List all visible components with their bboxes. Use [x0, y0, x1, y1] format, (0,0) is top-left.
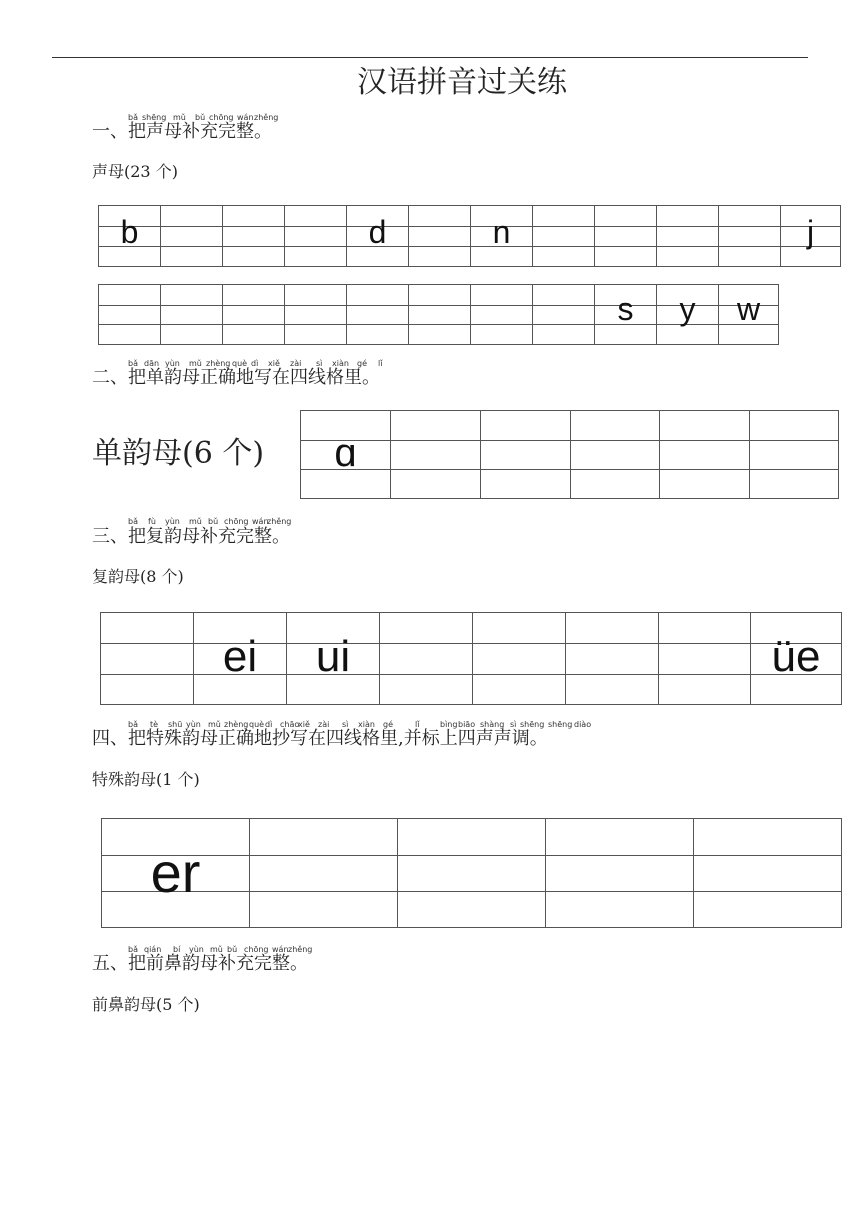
special-final-cell — [694, 819, 842, 927]
initials-cell — [347, 206, 409, 266]
question-2-text: 二、把单韵母正确地写在四线格里。 — [92, 367, 380, 388]
special-final-cell — [250, 819, 398, 927]
pinyin-syllable: xiě — [298, 720, 310, 729]
grid-line — [409, 324, 470, 325]
grid-line — [250, 855, 397, 856]
initials-cell — [471, 206, 533, 266]
grid-line — [161, 305, 222, 306]
grid-line — [250, 891, 397, 892]
pinyin-letter: n — [492, 214, 511, 250]
question-1-text: 一、把声母补充完整。 — [92, 121, 272, 142]
pinyin-letter: ei — [222, 632, 258, 681]
grid-line — [533, 305, 594, 306]
pinyin-letter: ui — [315, 632, 351, 681]
grid-line — [347, 305, 408, 306]
compound-final-cell — [566, 613, 659, 704]
pinyin-syllable: shū — [168, 720, 183, 729]
compound-final-cell — [473, 613, 566, 704]
pinyin-syllable: lǐ — [378, 359, 383, 368]
grid-line — [101, 674, 193, 675]
grid-line — [750, 469, 838, 470]
grid-line — [694, 855, 841, 856]
initials-cell — [223, 285, 285, 344]
pinyin-syllable: zài — [318, 720, 330, 729]
question-1-label: 声母(23 个) — [92, 162, 178, 181]
page-title: 汉语拼音过关练 — [357, 65, 567, 100]
grid-line — [285, 246, 346, 247]
pinyin-syllable: zhěng — [267, 517, 292, 526]
pinyin-syllable: shēng — [548, 720, 573, 729]
initials-cell — [781, 206, 841, 266]
compound-finals-grid — [100, 612, 842, 705]
pinyin-syllable: zhěng — [288, 945, 313, 954]
grid-line — [546, 891, 693, 892]
pinyin-syllable: zhěng — [254, 113, 279, 122]
pinyin-syllable: yùn — [165, 359, 180, 368]
initials-cell — [657, 206, 719, 266]
grid-line — [223, 305, 284, 306]
grid-line — [660, 469, 749, 470]
grid-line — [566, 643, 658, 644]
pinyin-letter: üe — [771, 632, 821, 681]
grid-line — [533, 226, 594, 227]
pinyin-syllable: diào — [574, 720, 592, 729]
pinyin-syllable: gé — [383, 720, 393, 729]
special-final-cell — [546, 819, 694, 927]
pinyin-syllable: sì — [342, 720, 349, 729]
initials-grid-row-1 — [98, 205, 841, 267]
initials-cell — [533, 285, 595, 344]
grid-line — [694, 891, 841, 892]
pinyin-syllable: chōng — [224, 517, 249, 526]
grid-line — [481, 440, 570, 441]
grid-line — [391, 440, 480, 441]
pinyin-letter: y — [679, 291, 696, 327]
pinyin-syllable: mǔ — [208, 720, 221, 729]
pinyin-syllable: gé — [357, 359, 367, 368]
initials-cell — [347, 285, 409, 344]
special-final-cell — [398, 819, 546, 927]
initials-cell — [657, 285, 719, 344]
grid-line — [571, 469, 659, 470]
question-2-label: 单韵母(6 个) — [92, 436, 265, 471]
pinyin-letter: d — [368, 214, 387, 250]
initials-cell — [409, 206, 471, 266]
initials-cell — [595, 206, 657, 266]
question-5-label: 前鼻韵母(5 个) — [92, 995, 200, 1014]
single-final-cell — [750, 411, 839, 498]
pinyin-syllable: zhèng — [206, 359, 231, 368]
grid-line — [657, 226, 718, 227]
grid-line — [380, 674, 472, 675]
pinyin-syllable: bìng — [440, 720, 458, 729]
compound-final-cell — [659, 613, 751, 704]
grid-line — [398, 855, 545, 856]
pinyin-syllable: dì — [265, 720, 273, 729]
grid-line — [566, 674, 658, 675]
grid-line — [750, 440, 838, 441]
initials-cell — [409, 285, 471, 344]
pinyin-letter: er — [150, 841, 201, 904]
grid-line — [471, 324, 532, 325]
grid-line — [719, 246, 780, 247]
pinyin-syllable: xiě — [268, 359, 280, 368]
initials-grid-row-2 — [98, 284, 779, 345]
initials-cell — [223, 206, 285, 266]
grid-line — [347, 324, 408, 325]
question-3-label: 复韵母(8 个) — [92, 567, 184, 586]
grid-line — [409, 246, 470, 247]
pinyin-syllable: wán — [252, 517, 269, 526]
initials-cell — [285, 285, 347, 344]
pinyin-syllable: lǐ — [415, 720, 420, 729]
initials-cell — [719, 206, 781, 266]
initials-cell — [719, 285, 779, 344]
initials-cell — [99, 206, 161, 266]
initials-cell — [161, 285, 223, 344]
grid-line — [409, 226, 470, 227]
single-final-cell — [660, 411, 750, 498]
grid-line — [223, 324, 284, 325]
grid-line — [473, 643, 565, 644]
initials-cell — [99, 285, 161, 344]
grid-line — [161, 324, 222, 325]
pinyin-letter: w — [736, 291, 761, 327]
pinyin-syllable: yùn — [165, 517, 180, 526]
single-final-cell — [481, 411, 571, 498]
pinyin-syllable: sì — [316, 359, 323, 368]
pinyin-syllable: mǔ — [173, 113, 186, 122]
pinyin-syllable: wán — [272, 945, 289, 954]
grid-line — [659, 643, 750, 644]
pinyin-syllable: yùn — [189, 945, 204, 954]
pinyin-syllable: bǎ — [128, 720, 138, 729]
pinyin-syllable: biāo — [458, 720, 476, 729]
grid-line — [161, 226, 222, 227]
pinyin-syllable: wán — [237, 113, 254, 122]
grid-line — [659, 674, 750, 675]
pinyin-syllable: qián — [144, 945, 162, 954]
compound-final-cell — [194, 613, 287, 704]
pinyin-syllable: zài — [290, 359, 302, 368]
question-3-text: 三、把复韵母补充完整。 — [92, 526, 290, 547]
pinyin-syllable: chāo — [280, 720, 300, 729]
pinyin-syllable: chōng — [244, 945, 269, 954]
grid-line — [285, 324, 346, 325]
grid-line — [99, 305, 160, 306]
pinyin-syllable: dān — [144, 359, 160, 368]
initials-cell — [285, 206, 347, 266]
grid-line — [533, 246, 594, 247]
pinyin-syllable: mǔ — [189, 517, 202, 526]
pinyin-syllable: bǔ — [208, 517, 219, 526]
single-final-cell — [391, 411, 481, 498]
pinyin-syllable: bǔ — [227, 945, 238, 954]
grid-line — [571, 440, 659, 441]
pinyin-syllable: tè — [150, 720, 159, 729]
grid-line — [409, 305, 470, 306]
compound-final-cell — [101, 613, 194, 704]
pinyin-syllable: fù — [148, 517, 156, 526]
grid-line — [285, 226, 346, 227]
pinyin-letter: ɑ — [334, 431, 357, 475]
pinyin-syllable: bǎ — [128, 359, 138, 368]
pinyin-syllable: bí — [173, 945, 181, 954]
pinyin-syllable: dì — [251, 359, 259, 368]
single-final-cell — [301, 411, 391, 498]
grid-line — [391, 469, 480, 470]
pinyin-syllable: sì — [510, 720, 517, 729]
question-5-text: 五、把前鼻韵母补充完整。 — [92, 953, 308, 974]
grid-line — [223, 246, 284, 247]
grid-line — [380, 643, 472, 644]
grid-line — [595, 226, 656, 227]
pinyin-syllable: xiàn — [358, 720, 375, 729]
single-finals-grid — [300, 410, 839, 499]
compound-final-cell — [287, 613, 380, 704]
single-final-cell — [571, 411, 660, 498]
pinyin-letter: s — [617, 291, 634, 327]
pinyin-syllable: bǎ — [128, 517, 138, 526]
initials-cell — [533, 206, 595, 266]
initials-cell — [161, 206, 223, 266]
pinyin-syllable: mǔ — [210, 945, 223, 954]
compound-final-cell — [380, 613, 473, 704]
pinyin-syllable: yùn — [186, 720, 201, 729]
grid-line — [533, 324, 594, 325]
pinyin-syllable: shēng — [142, 113, 167, 122]
special-final-cell — [102, 819, 250, 927]
pinyin-syllable: xiàn — [332, 359, 349, 368]
pinyin-syllable: zhèng — [224, 720, 249, 729]
pinyin-syllable: shēng — [520, 720, 545, 729]
grid-line — [657, 246, 718, 247]
pinyin-syllable: bǎ — [128, 945, 138, 954]
pinyin-syllable: chōng — [209, 113, 234, 122]
pinyin-syllable: mǔ — [189, 359, 202, 368]
initials-cell — [595, 285, 657, 344]
pinyin-letter: j — [806, 214, 815, 250]
grid-line — [99, 324, 160, 325]
grid-line — [471, 305, 532, 306]
grid-line — [223, 226, 284, 227]
special-final-grid — [101, 818, 842, 928]
pinyin-syllable: què — [232, 359, 248, 368]
grid-line — [719, 226, 780, 227]
grid-line — [161, 246, 222, 247]
compound-final-cell — [751, 613, 842, 704]
pinyin-syllable: bǎ — [128, 113, 138, 122]
pinyin-syllable: què — [249, 720, 265, 729]
pinyin-letter: b — [120, 214, 139, 250]
question-4-label: 特殊韵母(1 个) — [92, 770, 200, 789]
pinyin-syllable: bǔ — [195, 113, 206, 122]
grid-line — [101, 643, 193, 644]
question-4-text: 四、把特殊韵母正确地抄写在四线格里,并标上四声声调。 — [92, 728, 548, 749]
grid-line — [285, 305, 346, 306]
grid-line — [481, 469, 570, 470]
grid-line — [473, 674, 565, 675]
grid-line — [660, 440, 749, 441]
grid-line — [546, 855, 693, 856]
initials-cell — [471, 285, 533, 344]
top-rule — [52, 57, 808, 58]
pinyin-syllable: shàng — [480, 720, 505, 729]
grid-line — [398, 891, 545, 892]
grid-line — [595, 246, 656, 247]
